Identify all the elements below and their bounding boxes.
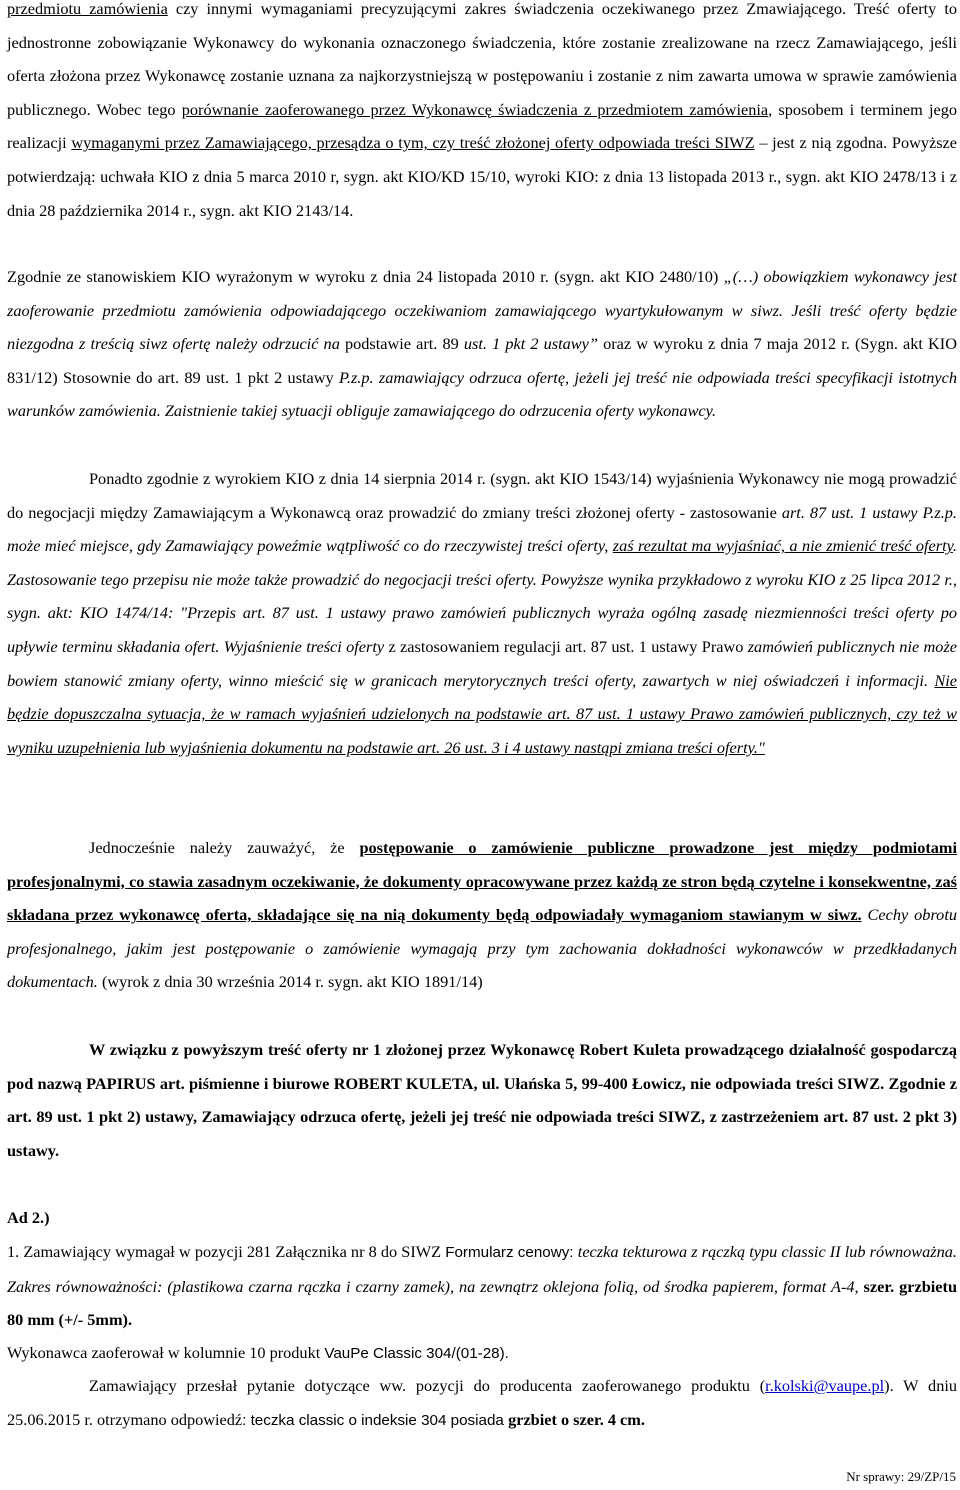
underlined-text: przedmiotu zamówienia [7, 0, 168, 18]
quote-text: ust. 1 pkt 2 ustawy” [463, 334, 598, 354]
bold-underlined-text: postępowanie o zamówienie publiczne prowadzone jest między podmiotami profesjonalnymi, co stawia zasadnym oczekiwanie, że dokumenty opracowywane przez każdą ze stron będą czytelne i konsekwentne, zaś składana przez wykonawcę oferta, składające się na nią dokumenty będą odpowiadały wymaganiom stawianym w siwz. [7, 838, 957, 925]
body-text: 1. Zamawiający wymagał w pozycji 281 Załącznika nr 8 do SIWZ [7, 1242, 446, 1261]
body-text-sans: Formularz cenowy: [445, 1244, 578, 1261]
quote-text: zamówień publicznych nie może bowiem stanowić zmiany oferty, winno mieścić się w granicach merytorycznych treści oferty, zawartych w niej oświadczeń i informacji. [7, 636, 958, 690]
quote-text: . Zastosowanie tego przepisu nie może także prowadzić do negocjacji treści oferty. Powyższe wynika przykładowo z wyroku KIO z 25 lipca 2012 r., sygn. akt: KIO 1474/14: "Przepis art. 87 ust. 1 ustawy prawo zamówień publicznych wyraża ogólną zasadę niezmienności treści oferty po upływie terminu składania ofert. Wyjaśnienie treści oferty [7, 536, 957, 656]
paragraph-conclusion: W związku z powyższym treść oferty nr 1 złożonej przez Wykonawcę Robert Kuleta prowadzącego działalność gospodarczą pod nazwą PAPIRUS art. piśmienne i biurowe ROBERT KULETA, ul. Ułańska 5, 99-400 Łowicz, nie odpowiada treści SIWZ. Zgodnie z art. 89 ust. 1 pkt 2) ustawy, Zamawiający odrzuca ofertę, jeżeli jej treść nie odpowiada treści SIWZ, z zastrzeżeniem art. 87 ust. 2 pkt 3) ustawy. [7, 1040, 957, 1160]
body-text-sans: VauPe Classic 304/(01-28). [324, 1345, 509, 1362]
email-link[interactable]: r.kolski@vaupe.pl [765, 1376, 885, 1395]
body-text: ). W dniu 25.06.2015 r. otrzymano odpowiedź [7, 1376, 957, 1429]
body-text: Ponadto zgodnie z wyrokiem KIO z dnia 14 sierpnia 2014 r. (sygn. akt KIO 1543/14) wyjaśnienia Wykonawcy nie mogą prowadzić do negocjacji między Zamawiającym a Wykonawcą oraz prowadzić do zmiany treści złożonej oferty - zastosowanie [7, 469, 957, 522]
quote-text: teczka tekturowa z rączką typu classic II lub równoważna. Zakres równoważności: (plastikowa czarna rączka i czarny zamek), na zewnątrz oklejona folią, od środka papierem, format A-4, [7, 1242, 957, 1296]
bold-text: szer. grzbietu 80 mm (+/- 5mm). [7, 1276, 957, 1330]
case-number-footer: Nr sprawy: 29/ZP/15 [846, 1469, 956, 1484]
body-text: Wykonawca zaoferował w kolumnie 10 produkt [7, 1343, 325, 1362]
body-text: z zastosowaniem regulacji art. 87 ust. 1 ustawy Prawo [384, 636, 748, 656]
bold-text: grzbiet o szer. 4 cm. [508, 1409, 645, 1429]
paragraph-producer-query [7, 1369, 957, 1437]
body-text: (wyrok z dnia 30 września 2014 r. sygn. akt KIO 1891/14) [97, 972, 483, 992]
paragraph-kio-2480 [7, 260, 957, 428]
body-text-sans: : teczka classic o indeksie 304 posiada [242, 1411, 509, 1429]
body-text: Jednocześnie należy zauważyć, że [89, 838, 360, 857]
body-text: podstawie art. 89 [339, 334, 464, 354]
paragraph-offer-definition [7, 0, 957, 227]
paragraph-requirement [7, 1235, 957, 1337]
quote-underlined-text: Nie będzie dopuszczalna sytuacja, że w ramach wyjaśnień udzielonych na podstawie art. 87 ust. 1 ustawy Prawo zamówień publicznych, czy też w wyniku uzupełnienia lub wyjaśnienia dokumentu na podstawie art. 26 ust. 3 i 4 ustawy nastąpi zmiana treści oferty." [7, 670, 957, 757]
body-text: Zamawiający przesłał pytanie dotyczące ww. pozycji do producenta zaoferowanego produktu ( [89, 1376, 766, 1395]
quote-text: P.z.p. zamawiający odrzuca ofertę, jeżeli jej treść nie odpowiada treści specyfikacji istotnych warunków zamówienia. Zaistnienie takiej sytuacji obliguje zamawiającego do odrzucenia oferty wykonawcy. [7, 367, 957, 421]
body-text: czy innymi wymaganiami precyzującymi zakres świadczenia oczekiwanego przez Zmawiającego. Treść oferty to jednostronne zobowiązanie Wykonawcy do wykonania oznaczonego świadczenia, które zostanie zrealizowane na rzecz Zamawiającego, jeśli oferta złożona przez Wykonawcę zostanie uznana za najkorzystniejszą w postępowaniu i zostanie z nim zawarta umowa w sprawie zamówienia publicznego. Wobec tego [7, 0, 957, 119]
body-text: Zgodnie ze stanowiskiem KIO wyrażonym w wyroku z dnia 24 listopada 2010 r. (sygn. akt KIO 2480/10) [7, 267, 724, 286]
quote-text: „(…) obowiązkiem wykonawcy jest zaoferowanie przedmiotu zamówienia odpowiadającego oczekiwaniom zamawiającego wyartykułowanym w siwz. Jeśli treść oferty będzie niezgodna z treścią siwz ofertę należy odrzucić na [7, 267, 957, 354]
section-heading: Ad 2.) [7, 1208, 50, 1227]
body-text: oraz w wyroku z dnia 7 maja 2012 r. (Sygn. akt KIO 831/12) Stosownie do art. 89 ust. 1 pkt 2 ustawy [7, 334, 957, 387]
paragraph-professional-entities [7, 831, 957, 999]
underlined-text: porównanie zaoferowanego przez Wykonawcę świadczenia z przedmiotem zamówienia [181, 99, 769, 119]
body-text: – jest z nią zgodna. Powyższe potwierdzają: uchwała KIO z dnia 5 marca 2010 r, sygn. akt KIO/KD 15/10, wyroki KIO: z dnia 13 listopada 2013 r., sygn. akt KIO 2478/13 i z dnia 28 października 2014 r., sygn. akt KIO 2143/14. [7, 133, 957, 220]
quote-underlined-text: zaś rezultat ma wyjaśniać, a nie zmienić treść oferty [612, 536, 953, 556]
quote-text: Cechy obrotu profesjonalnego, jakim jest postępowanie o zamówienie wymagają przy tym zachowania dokładności wykonawców w przedkładanych dokumentach. [7, 905, 957, 992]
body-text: , sposobem i terminem jego realizacji [7, 99, 958, 153]
underlined-text: wymaganymi przez Zamawiającego, przesądza o tym, czy treść złożonej oferty odpowiada treści SIWZ [71, 133, 755, 153]
quote-text: art. 87 ust. 1 ustawy P.z.p. może mieć miejsce, gdy Zamawiający poweźmie wątpliwość co do rzeczywistej treści oferty, [7, 502, 957, 556]
paragraph-kio-1543 [7, 462, 957, 764]
paragraph-offered-product [7, 1336, 957, 1371]
